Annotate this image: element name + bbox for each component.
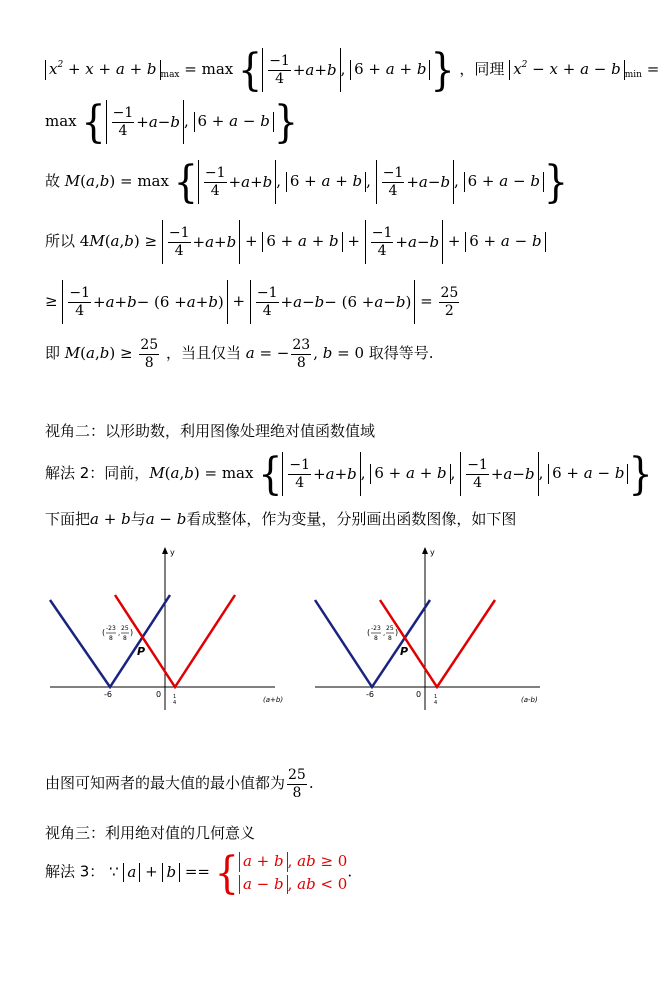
p-coord-d: 8 — [123, 635, 127, 642]
tick-quarter-den: 4 — [434, 700, 438, 706]
svg-text:,: , — [118, 629, 121, 637]
x-label: (a+b) — [263, 696, 284, 704]
blue-v-line — [315, 600, 430, 687]
svg-text:,: , — [383, 629, 386, 637]
tick-neg6: -6 — [366, 690, 374, 699]
tick-neg6: -6 — [104, 690, 112, 699]
equation-line-3: 故 M(a,b) = max { $\frac{-1}{4}$ + a + b , 6 + a + b , $\frac{-1}{4}$ + a − b , 6 + a − b } — [45, 156, 569, 208]
x-label: (a-b) — [521, 696, 538, 704]
tick-quarter-num: 1 — [434, 694, 438, 700]
point-p-label: P — [137, 645, 146, 658]
conclusion-line: 由图可知两者的最大值的最小值都为 $\frac{25}{8}$ . — [45, 767, 314, 801]
view2-title: 视角二：以形助数，利用图像处理绝对值函数值域 — [45, 422, 376, 440]
svg-text:(: ( — [367, 628, 371, 637]
svg-text:): ) — [130, 628, 134, 637]
graph-a-minus-b — [305, 545, 565, 715]
equation-line-4: 所以 4M(a,b) ≥ $\frac{-1}{4}$ + a + b + 6 + a + b + $\frac{-1}{4}$ + a − b + 6 + a − b — [45, 220, 546, 264]
svg-text:(: ( — [102, 628, 106, 637]
p-coord-a: -23 — [371, 625, 381, 632]
graph-a-plus-b — [40, 545, 300, 715]
equation-line-2: max { $\frac{-1}{4}$ + a − b , 6 + a − b } — [45, 96, 299, 148]
equation-line-5: ≥ $\frac{-1}{4}$ + a + b − (6 + a + b ) + $\frac{-1}{4}$ + a − b − (6 + a − b ) = $\frac{25}{2}$ — [45, 280, 461, 324]
tick-quarter-den: 4 — [173, 700, 177, 706]
view3-title: 视角三：利用绝对值的几何意义 — [45, 824, 256, 842]
point-p-label: P — [400, 645, 409, 658]
p-coord-c: 25 — [386, 625, 394, 632]
equation-line-1: $x^2 + x + a + b$ $_{max}$ = max { $\frac{-1}{4}$ + a + b , 6 + a + b } ，同理 $x^2 - x + a - b$ $_{min}$ = — [45, 48, 659, 92]
max-subscript: max — [160, 70, 180, 80]
svg-text:): ) — [395, 628, 399, 637]
solution3-line: 解法 3： ∵ a + b == { a + b , ab ≥ 0 a − b , ab < 0 . — [45, 847, 353, 898]
p-coord-b: 8 — [374, 635, 378, 642]
tick-quarter-num: 1 — [173, 694, 177, 700]
tick-zero: 0 — [156, 690, 162, 699]
plot-intro: 下面把a + b与a − b看成整体，作为变量，分别画出函数图像，如下图 — [45, 510, 517, 528]
red-v-line — [115, 595, 235, 687]
p-coord-b: 8 — [109, 635, 113, 642]
solution2-line: 解法 2：同前，M(a,b) = max { $\frac{-1}{4}$ + a + b , 6 + a + b , $\frac{-1}{4}$ + a − b , 6 + a − b } — [45, 448, 653, 500]
p-coord-a: -23 — [106, 625, 116, 632]
p-coord-c: 25 — [121, 625, 129, 632]
y-label: y — [430, 548, 435, 557]
y-label: y — [170, 548, 175, 557]
equation-line-6: 即 M(a,b) ≥ $\frac{25}{8}$ ，当且仅当 a = − $\frac{23}{8}$ , b = 0 取得等号. — [45, 337, 434, 371]
tick-zero: 0 — [416, 690, 422, 699]
red-v-line — [380, 600, 495, 687]
p-coord-d: 8 — [388, 635, 392, 642]
